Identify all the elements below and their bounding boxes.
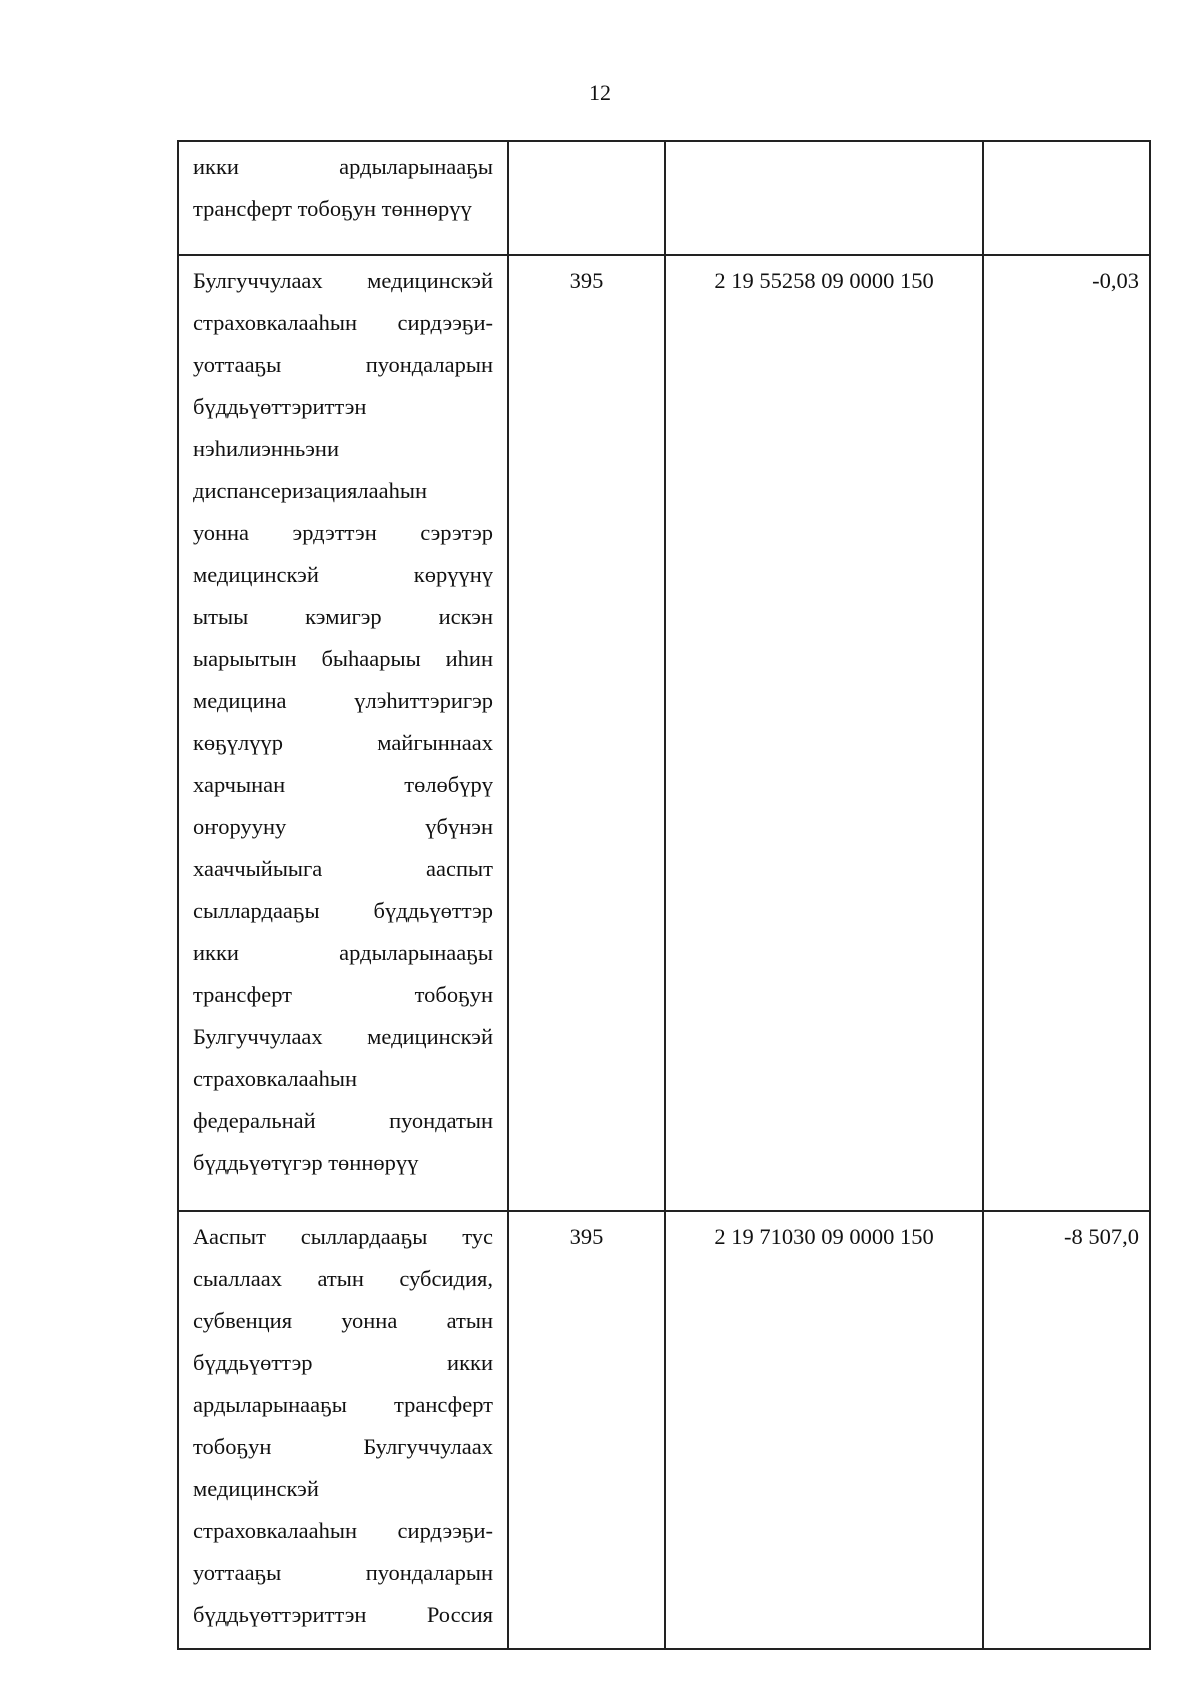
amount [984, 146, 1139, 188]
budget-code-cell [665, 255, 983, 1211]
description-line: страховкалааһын сирдээҕи- [193, 310, 493, 335]
description-line: диспансеризациялааһын [193, 478, 427, 503]
table-row [178, 141, 1150, 255]
description-line: федеральнай пуондатын [193, 1108, 493, 1133]
description-line: ытыы кэмигэр искэн [193, 604, 493, 629]
amount: -8 507,0 [1064, 1224, 1139, 1249]
budget-code-cell [665, 141, 983, 255]
description-line: тобоҕун Булгуччулаах [193, 1434, 493, 1459]
description-cell [178, 1211, 508, 1649]
description-line: бүддьүөттэриттэн [193, 394, 367, 419]
description-line: страховкалааһын [193, 1066, 357, 1091]
page-number: 12 [589, 80, 611, 105]
description-line: уонна эрдэттэн сэрэтэр [193, 520, 493, 545]
description-cell [178, 255, 508, 1211]
description-line: медицинскэй көрүүнү [193, 562, 493, 587]
description-line: бүддьүөттэр икки [193, 1350, 493, 1375]
amount-cell [983, 1211, 1150, 1649]
description-line: Булгуччулаах медицинскэй [193, 268, 493, 293]
table-row [178, 1211, 1150, 1649]
description-line: хааччыйыыга ааспыт [193, 856, 493, 881]
admin-code-cell [508, 1211, 665, 1649]
description-line: трансферт тобоҕун төннөрүү [193, 196, 472, 221]
description-line: икки ардыларынааҕы [193, 940, 493, 965]
description-line: сыаллаах атын субсидия, [193, 1266, 493, 1291]
description-line: уоттааҕы пуондаларын [193, 1560, 493, 1585]
description-line: трансферт тобоҕун [193, 982, 493, 1007]
description-line: бүддьүөттэриттэн Россия [193, 1602, 493, 1627]
description-line: субвенция уонна атын [193, 1308, 493, 1333]
description-line: нэһилиэнньэни [193, 436, 339, 461]
description-line: ардыларынааҕы трансферт [193, 1392, 493, 1417]
budget-code: 2 19 55258 09 0000 150 [714, 268, 934, 293]
description-line: оҥорууну үбүнэн [193, 814, 493, 839]
description-line: Булгуччулаах медицинскэй [193, 1024, 493, 1049]
amount: -0,03 [1092, 268, 1139, 293]
budget-code-cell [665, 1211, 983, 1649]
description-line: харчынан төлөбүрү [193, 772, 493, 797]
budget-code [666, 146, 982, 188]
description-line: көҕүлүүр майгыннаах [193, 730, 493, 755]
description-line: медицинскэй [193, 1476, 319, 1501]
admin-code-cell [508, 141, 665, 255]
description-line: ыарыытын быһаарыы иһин [193, 646, 493, 671]
budget-code: 2 19 71030 09 0000 150 [714, 1224, 934, 1249]
description-line: медицина үлэһиттэригэр [193, 688, 493, 713]
admin-code-cell [508, 255, 665, 1211]
amount-cell [983, 255, 1150, 1211]
description-line: икки ардыларынааҕы [193, 154, 493, 179]
description-line: сыллардааҕы бүддьүөттэр [193, 898, 493, 923]
admin-code: 395 [569, 268, 604, 293]
description-line: уоттааҕы пуондаларын [193, 352, 493, 377]
description-cell [178, 141, 508, 255]
description-line: бүддьүөтүгэр төннөрүү [193, 1150, 419, 1175]
description-line: страховкалааһын сирдээҕи- [193, 1518, 493, 1543]
table-row [178, 255, 1150, 1211]
admin-code: 395 [569, 1224, 604, 1249]
amount-cell [983, 141, 1150, 255]
budget-table [177, 140, 1151, 1650]
description-line: Ааспыт сыллардааҕы тус [193, 1224, 493, 1249]
admin-code [509, 146, 664, 188]
